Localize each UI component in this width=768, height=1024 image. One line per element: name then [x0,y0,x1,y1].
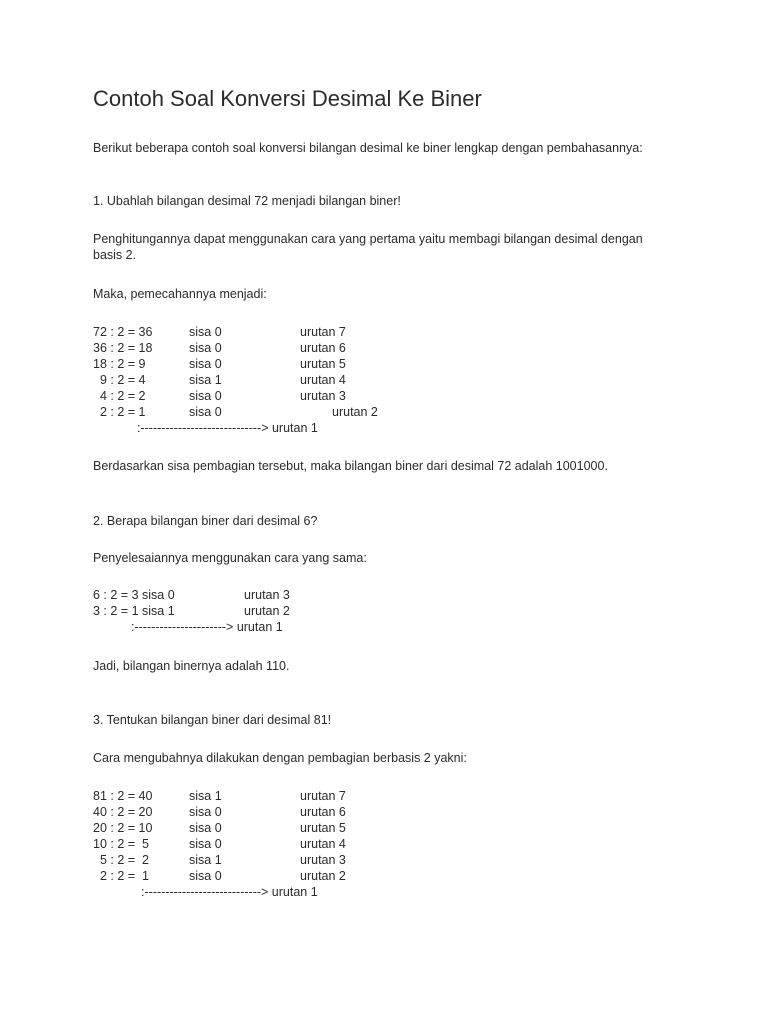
arrow-line: :-----------------------------> urutan 1 [137,421,318,435]
q1-question: 1. Ubahlah bilangan desimal 72 menjadi bilangan biner! [93,194,401,208]
q1-lead: Maka, pemecahannya menjadi: [93,287,267,301]
page-title: Contoh Soal Konversi Desimal Ke Biner [93,86,482,111]
division-text: 5 : 2 = 2 [93,853,149,867]
q1-answer: Berdasarkan sisa pembagian tersebut, maka bilangan biner dari desimal 72 adalah 1001000. [93,459,608,473]
division-text: 81 : 2 = 40 [93,789,153,803]
calc-row [93,420,318,436]
q3-question: 3. Tentukan bilangan biner dari desimal 81! [93,713,332,727]
q2-answer: Jadi, bilangan binernya adalah 110. [93,659,290,673]
arrow-line: :----------------------------> urutan 1 [141,885,318,899]
calc-row [93,324,346,340]
division-text: 3 : 2 = 1 sisa 1 [93,604,175,618]
calc-row [93,884,318,900]
remainder-text: sisa 0 [189,821,222,835]
division-text: 2 : 2 = 1 [93,869,149,883]
order-text: urutan 2 [332,405,378,419]
order-text: urutan 6 [300,805,346,819]
remainder-text: sisa 0 [189,405,222,419]
remainder-text: sisa 0 [189,341,222,355]
remainder-text: sisa 0 [189,389,222,403]
q2-lead: Penyelesaiannya menggunakan cara yang sama: [93,551,367,565]
remainder-text: sisa 0 [189,805,222,819]
remainder-text: sisa 1 [189,373,222,387]
q3-calculation [93,788,346,900]
division-text: 10 : 2 = 5 [93,837,149,851]
calc-row [93,836,346,852]
division-text: 36 : 2 = 18 [93,341,153,355]
division-text: 9 : 2 = 4 [93,373,146,387]
remainder-text: sisa 0 [189,869,222,883]
order-text: urutan 2 [300,869,346,883]
intro-paragraph: Berikut beberapa contoh soal konversi bilangan desimal ke biner lengkap dengan pembahasannya: [93,141,643,155]
calc-row [93,852,346,868]
q2-calculation [93,587,290,635]
calc-row [93,388,346,404]
calc-row [93,340,346,356]
order-text: urutan 3 [244,588,290,602]
calc-row [93,404,378,420]
q2-question: 2. Berapa bilangan biner dari desimal 6? [93,514,318,528]
calc-row [93,788,346,804]
division-text: 2 : 2 = 1 [93,405,146,419]
order-text: urutan 4 [300,373,346,387]
remainder-text: sisa 1 [189,789,222,803]
order-text: urutan 3 [300,853,346,867]
calc-row [93,356,346,372]
order-text: urutan 4 [300,837,346,851]
division-text: 4 : 2 = 2 [93,389,146,403]
calc-row [93,587,290,603]
remainder-text: sisa 0 [189,357,222,371]
q1-explanation: Penghitungannya dapat menggunakan cara yang pertama yaitu membagi bilangan desimal dengan basis 2. [93,232,643,262]
arrow-line: :----------------------> urutan 1 [131,620,283,634]
order-text: urutan 6 [300,341,346,355]
remainder-text: sisa 0 [189,325,222,339]
division-text: 20 : 2 = 10 [93,821,153,835]
order-text: urutan 5 [300,357,346,371]
q1-calculation [93,324,378,436]
order-text: urutan 5 [300,821,346,835]
order-text: urutan 2 [244,604,290,618]
calc-row [93,820,346,836]
order-text: urutan 7 [300,325,346,339]
division-text: 40 : 2 = 20 [93,805,153,819]
q3-lead: Cara mengubahnya dilakukan dengan pembagian berbasis 2 yakni: [93,751,467,765]
calc-row [93,372,346,388]
remainder-text: sisa 0 [189,837,222,851]
division-text: 72 : 2 = 36 [93,325,153,339]
remainder-text: sisa 1 [189,853,222,867]
division-text: 6 : 2 = 3 sisa 0 [93,588,175,602]
calc-row [93,619,283,635]
calc-row [93,804,346,820]
division-text: 18 : 2 = 9 [93,357,146,371]
order-text: urutan 7 [300,789,346,803]
calc-row [93,603,290,619]
calc-row [93,868,346,884]
order-text: urutan 3 [300,389,346,403]
